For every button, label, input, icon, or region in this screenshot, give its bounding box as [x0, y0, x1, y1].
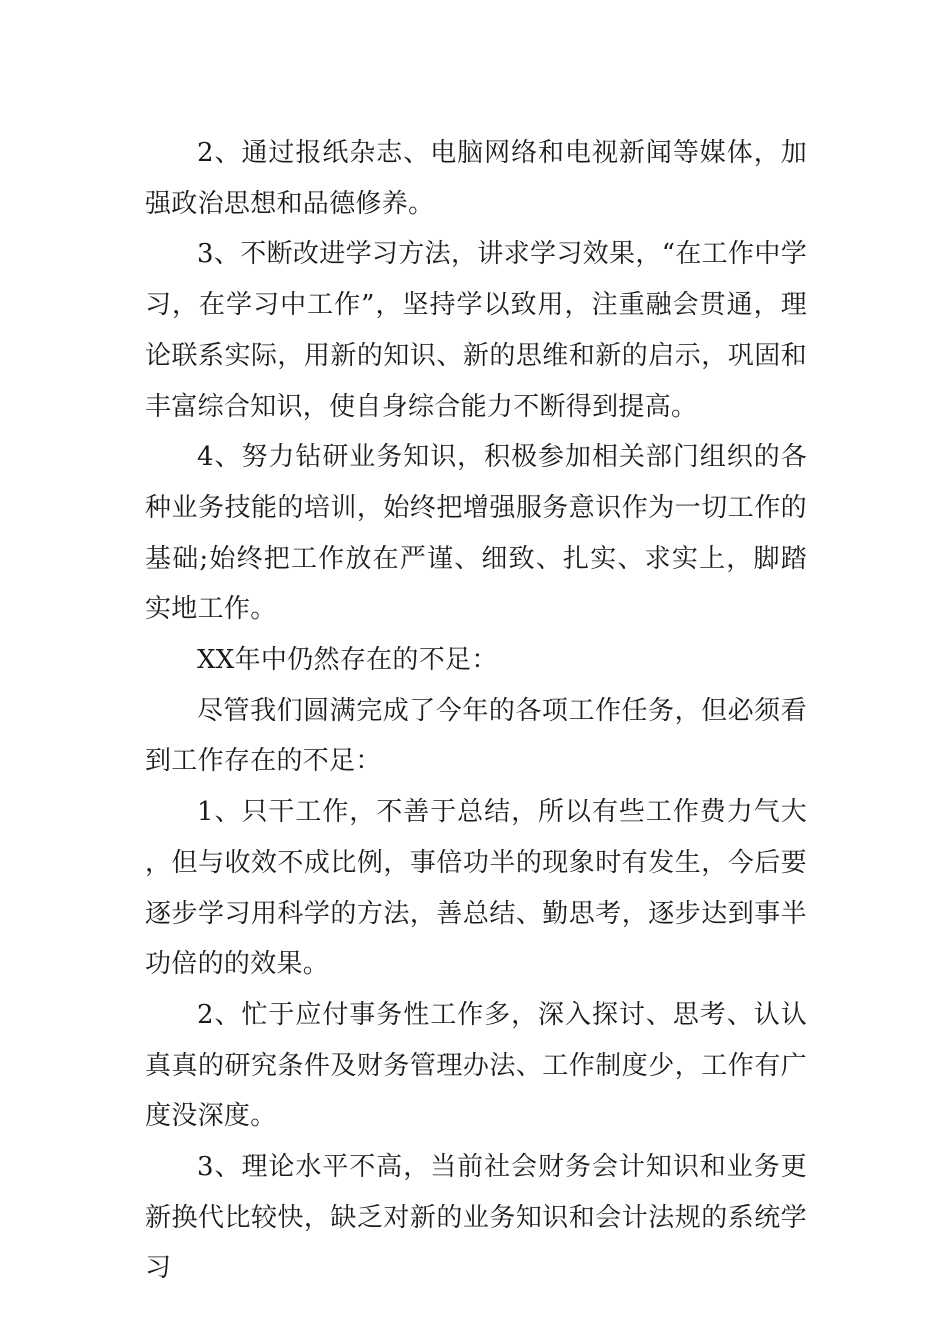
paragraph-shortcoming-2: 2、忙于应付事务性工作多，深入探讨、思考、认认真真的研究条件及财务管理办法、工作制度少，工作有广度没深度。 [145, 999, 807, 1132]
document-body [145, 128, 807, 1294]
paragraph-shortcoming-1: 1、只干工作，不善于总结，所以有些工作费力气大，但与收效不成比例，事倍功半的现象时有发生，今后要逐步学习用科学的方法，善总结、勤思考，逐步达到事半功倍的的效果。 [145, 797, 807, 980]
paragraph-shortcomings-intro: 尽管我们圆满完成了今年的各项工作任务，但必须看到工作存在的不足： [145, 695, 807, 777]
paragraph-business-knowledge: 4、努力钻研业务知识，积极参加相关部门组织的各种业务技能的培训，始终把增强服务意识作为一切工作的基础;始终把工作放在严谨、细致、扎实、求实上，脚踏实地工作。 [145, 442, 807, 625]
paragraph-study-methods: 3、不断改进学习方法，讲求学习效果，“在工作中学习，在学习中工作”，坚持学以致用，注重融会贯通，理论联系实际，用新的知识、新的思维和新的启示，巩固和丰富综合知识，使自身综合能力不断得到提高。 [145, 239, 807, 422]
paragraph-study-media: 2、通过报纸杂志、电脑网络和电视新闻等媒体，加强政治思想和品德修养。 [145, 138, 807, 219]
paragraph-shortcoming-3: 3、理论水平不高，当前社会财务会计知识和业务更新换代比较快，缺乏对新的业务知识和会计法规的系统学习 [145, 1152, 807, 1284]
section-heading-shortcomings: XX年中仍然存在的不足： [197, 645, 498, 676]
